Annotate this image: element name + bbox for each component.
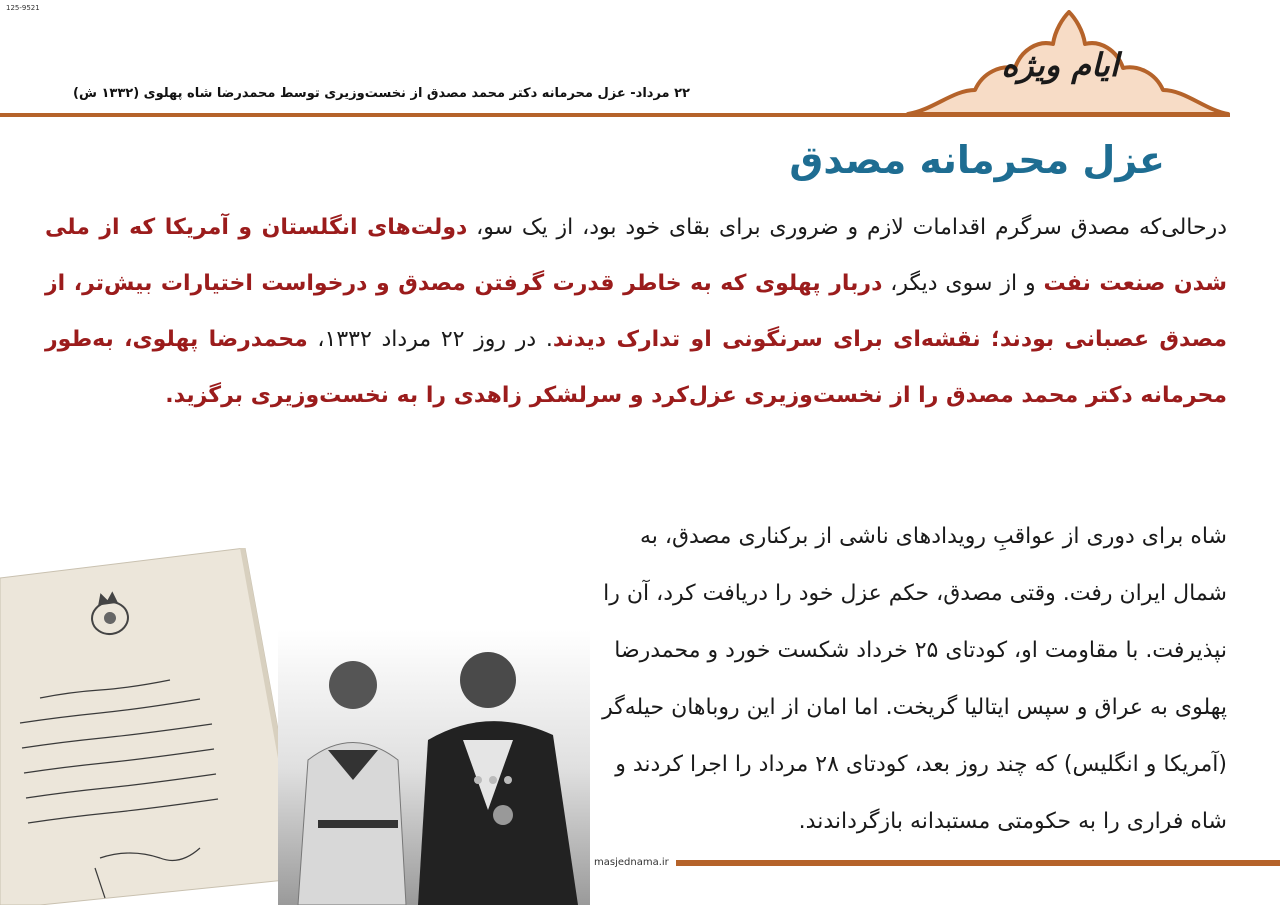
- highlight-segment: دربار پهلوی که به خاطر قدرت گرفتن مصدق و درخواست اختیارات بیش‌تر، از مصدق عصبانی بودند؛ نقشه‌ای برای سرنگونی او تدارک دیدند: [45, 271, 1228, 352]
- page-subtitle: ۲۲ مرداد- عزل محرمانه دکتر محمد مصدق از نخست‌وزیری توسط محمدرضا شاه پهلوی (۱۳۳۲ ش): [73, 86, 690, 101]
- article-paragraph-2: شاه برای دوری از عواقبِ رویدادهای ناشی از برکناری مصدق، به شمال ایران رفت. وقتی مصدق، حکم عزل خود را دریافت کرد، آن را نپذیرفت. با مقاومت او، کودتای ۲۵ خرداد شکست خورد و محمدرضا پهلوی به عراق و سپس ایتالیا گریخت. اما امان از این روباهان حیله‌گر (آمریکا و انگلیس) که چند روز بعد، کودتای ۲۸ مرداد را اجرا کردند و شاه فراری را به حکومتی مستبدانه بازگرداندند.: [602, 524, 1227, 834]
- paragraph-segment: و از سوی دیگر،: [882, 271, 1044, 296]
- logo-text: ایام ویژه: [1001, 46, 1119, 84]
- historical-photo: [278, 630, 590, 905]
- document-code: 125-9521: [6, 4, 40, 12]
- paragraph-segment: درحالی‌که مصدق سرگرم اقدامات لازم و ضروری برای بقای خود بود، از یک سو،: [467, 215, 1228, 240]
- header-divider: [0, 113, 1230, 117]
- decree-letter-image: [0, 548, 305, 905]
- article-title: عزل محرمانه مصدق: [789, 138, 1165, 182]
- paragraph-segment: . در روز ۲۲ مرداد ۱۳۳۲،: [307, 327, 553, 352]
- website-url: masjednama.ir: [594, 857, 669, 868]
- footer-divider: [676, 860, 1280, 866]
- article-paragraph-1: [45, 200, 1227, 424]
- highlight-segment: محمدرضا پهلوی، به‌طور محرمانه دکتر محمد مصدق را از نخست‌وزیری عزل‌کرد و سرلشکر زاهدی را به نخست‌وزیری برگزید.: [45, 327, 1227, 408]
- highlight-segment: دولت‌های انگلستان و آمریکا که از ملی شدن صنعت نفت: [45, 215, 1227, 296]
